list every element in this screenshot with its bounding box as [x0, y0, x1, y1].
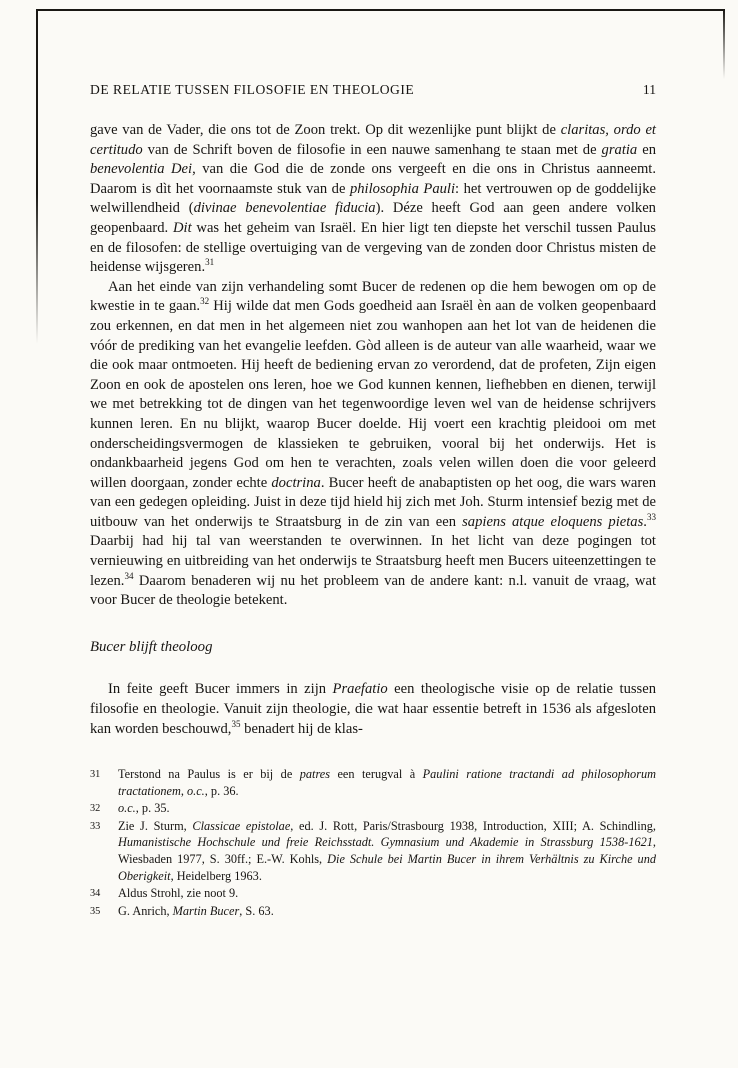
page-content: [90, 82, 656, 920]
footnote-marker: 32: [90, 802, 101, 814]
footnote-marker: 35: [90, 905, 101, 917]
running-head-title: DE RELATIE TUSSEN FILOSOFIE EN THEOLOGIE: [90, 82, 415, 97]
footnote-text: Terstond na Paulus is er bij de patres een terugval à Paulini ratione tractandi ad philosophorum tractationem, o.c., p. 36.: [118, 767, 657, 799]
footnote: [90, 800, 656, 818]
footnote: [90, 766, 656, 800]
footnote: [90, 885, 656, 903]
section-heading: Bucer blijft theoloog: [90, 638, 213, 655]
footnote-marker: 31: [90, 769, 101, 781]
footnote: [90, 903, 656, 921]
footnote-text: Aldus Strohl, zie noot 9.: [118, 885, 239, 900]
paragraph: In feite geeft Bucer immers in zijn Praefatio een theologische visie op de relatie tussen filosofie en theologie. Vanuit zijn theologie, die wat haar essentie betreft in 1536 als afgesloten kan worden beschouwd,$^{35}$ benadert hij de klas-: [90, 681, 657, 737]
footnote-text: o.c., p. 35.: [118, 800, 170, 815]
paragraph: gave van de Vader, die ons tot de Zoon trekt. Op dit wezenlijke punt blijkt de claritas, ordo et certitudo van de Schrift boven de filosofie in een nauwe samenhang te staan met de gratia en benevolentia Dei, van die God die de zonde ons vergeeft en die ons in Christus aanneemt. Daarom is dìt het voornaamste stuk van de philosophia Pauli: het vertrouwen op de goddelijke welwillendheid (divinae benevolentiae fiducia). Déze heeft God aan geen andere volken geopenbaard. Dit was het geheim van Israël. En hier ligt ten diepste het verschil tussen Paulus en de filosofen: de stellige overtuiging van de vergeving van de zonden door Christus misten de heidense wijsgeren.$^{31}$: [90, 122, 657, 276]
running-head: [90, 82, 656, 98]
footnote-marker: 34: [90, 887, 101, 899]
page-edge-left: [36, 9, 38, 344]
page-edge-top: [36, 9, 725, 11]
footnote-marker: 33: [90, 820, 101, 832]
body-text: [90, 121, 656, 739]
page-number: 11: [642, 82, 656, 97]
footnotes: [90, 766, 656, 920]
footnote-text: Zie J. Sturm, Classicae epistolae, ed. J. Rott, Paris/Strasbourg 1938, Introduction, XIII; A. Schindling, Humanistische Hochschule und freie Reichsstadt. Gymnasium und Akademie in Strassburg 1538-1621, Wiesbaden 1977, S. 30ff.; E.-W. Kohls, Die Schule bei Martin Bucer in ihrem Verhältnis zu Kirche und Oberigkeit, Heidelberg 1963.: [118, 818, 657, 883]
footnote: [90, 818, 656, 885]
page-edge-right: [723, 9, 725, 79]
paragraph: Aan het einde van zijn verhandeling somt Bucer de redenen op die hem bewogen om op de kwestie in te gaan.$^{32}$ Hij wilde dat men Gods goedheid aan Israël èn aan de volken geopenbaard zou erkennen, en dat men in het algemeen niet zou wanhopen aan het lot van de heidenen die vóór de prediking van het evangelie leefden. Gòd alleen is de auteur van alle waarheid, waar we die ook maar ontmoeten. Hij heeft de bediening ervan zo verordend, dat de profeten, Zijn eigen Zoon en ook de apostelen ons leren, hoe we God kunnen kennen, liefhebben en dienen, terwijl we met betrekking tot de dingen van het tegenwoordige leven wel van de heidense schrijvers kunnen leren. En nu blijkt, waarop Bucer doelde. Hij voert een krachtig pleidooi om met onderscheidingsvermogen de klassieken te gebruiken, vooral bij het onderwijs. Het is ondankbaarheid jegens God om hen te verachten, zoals velen willen doen die voor geleerd willen doorgaan, zonder echte doctrina. Bucer heeft de anabaptisten op het oog, die wars waren van een gedegen opleiding. Juist in deze tijd hield hij zich met Joh. Sturm intensief bezig met de uitbouw van het onderwijs te Straatsburg in de zin van een sapiens atque eloquens pietas.$^{33}$ Daarbij had hij tal van weerstanden te overwinnen. In het licht van deze pogingen tot vernieuwing en uitbreiding van het onderwijs te Straatsburg heeft men Bucers uiteenzettingen te lezen.$^{34}$ Daarom benaderen wij nu het probleem van de andere kant: n.l. vanuit de vraag, wat voor Bucer de theologie betekent.: [90, 278, 657, 609]
footnote-text: G. Anrich, Martin Bucer, S. 63.: [118, 903, 274, 918]
